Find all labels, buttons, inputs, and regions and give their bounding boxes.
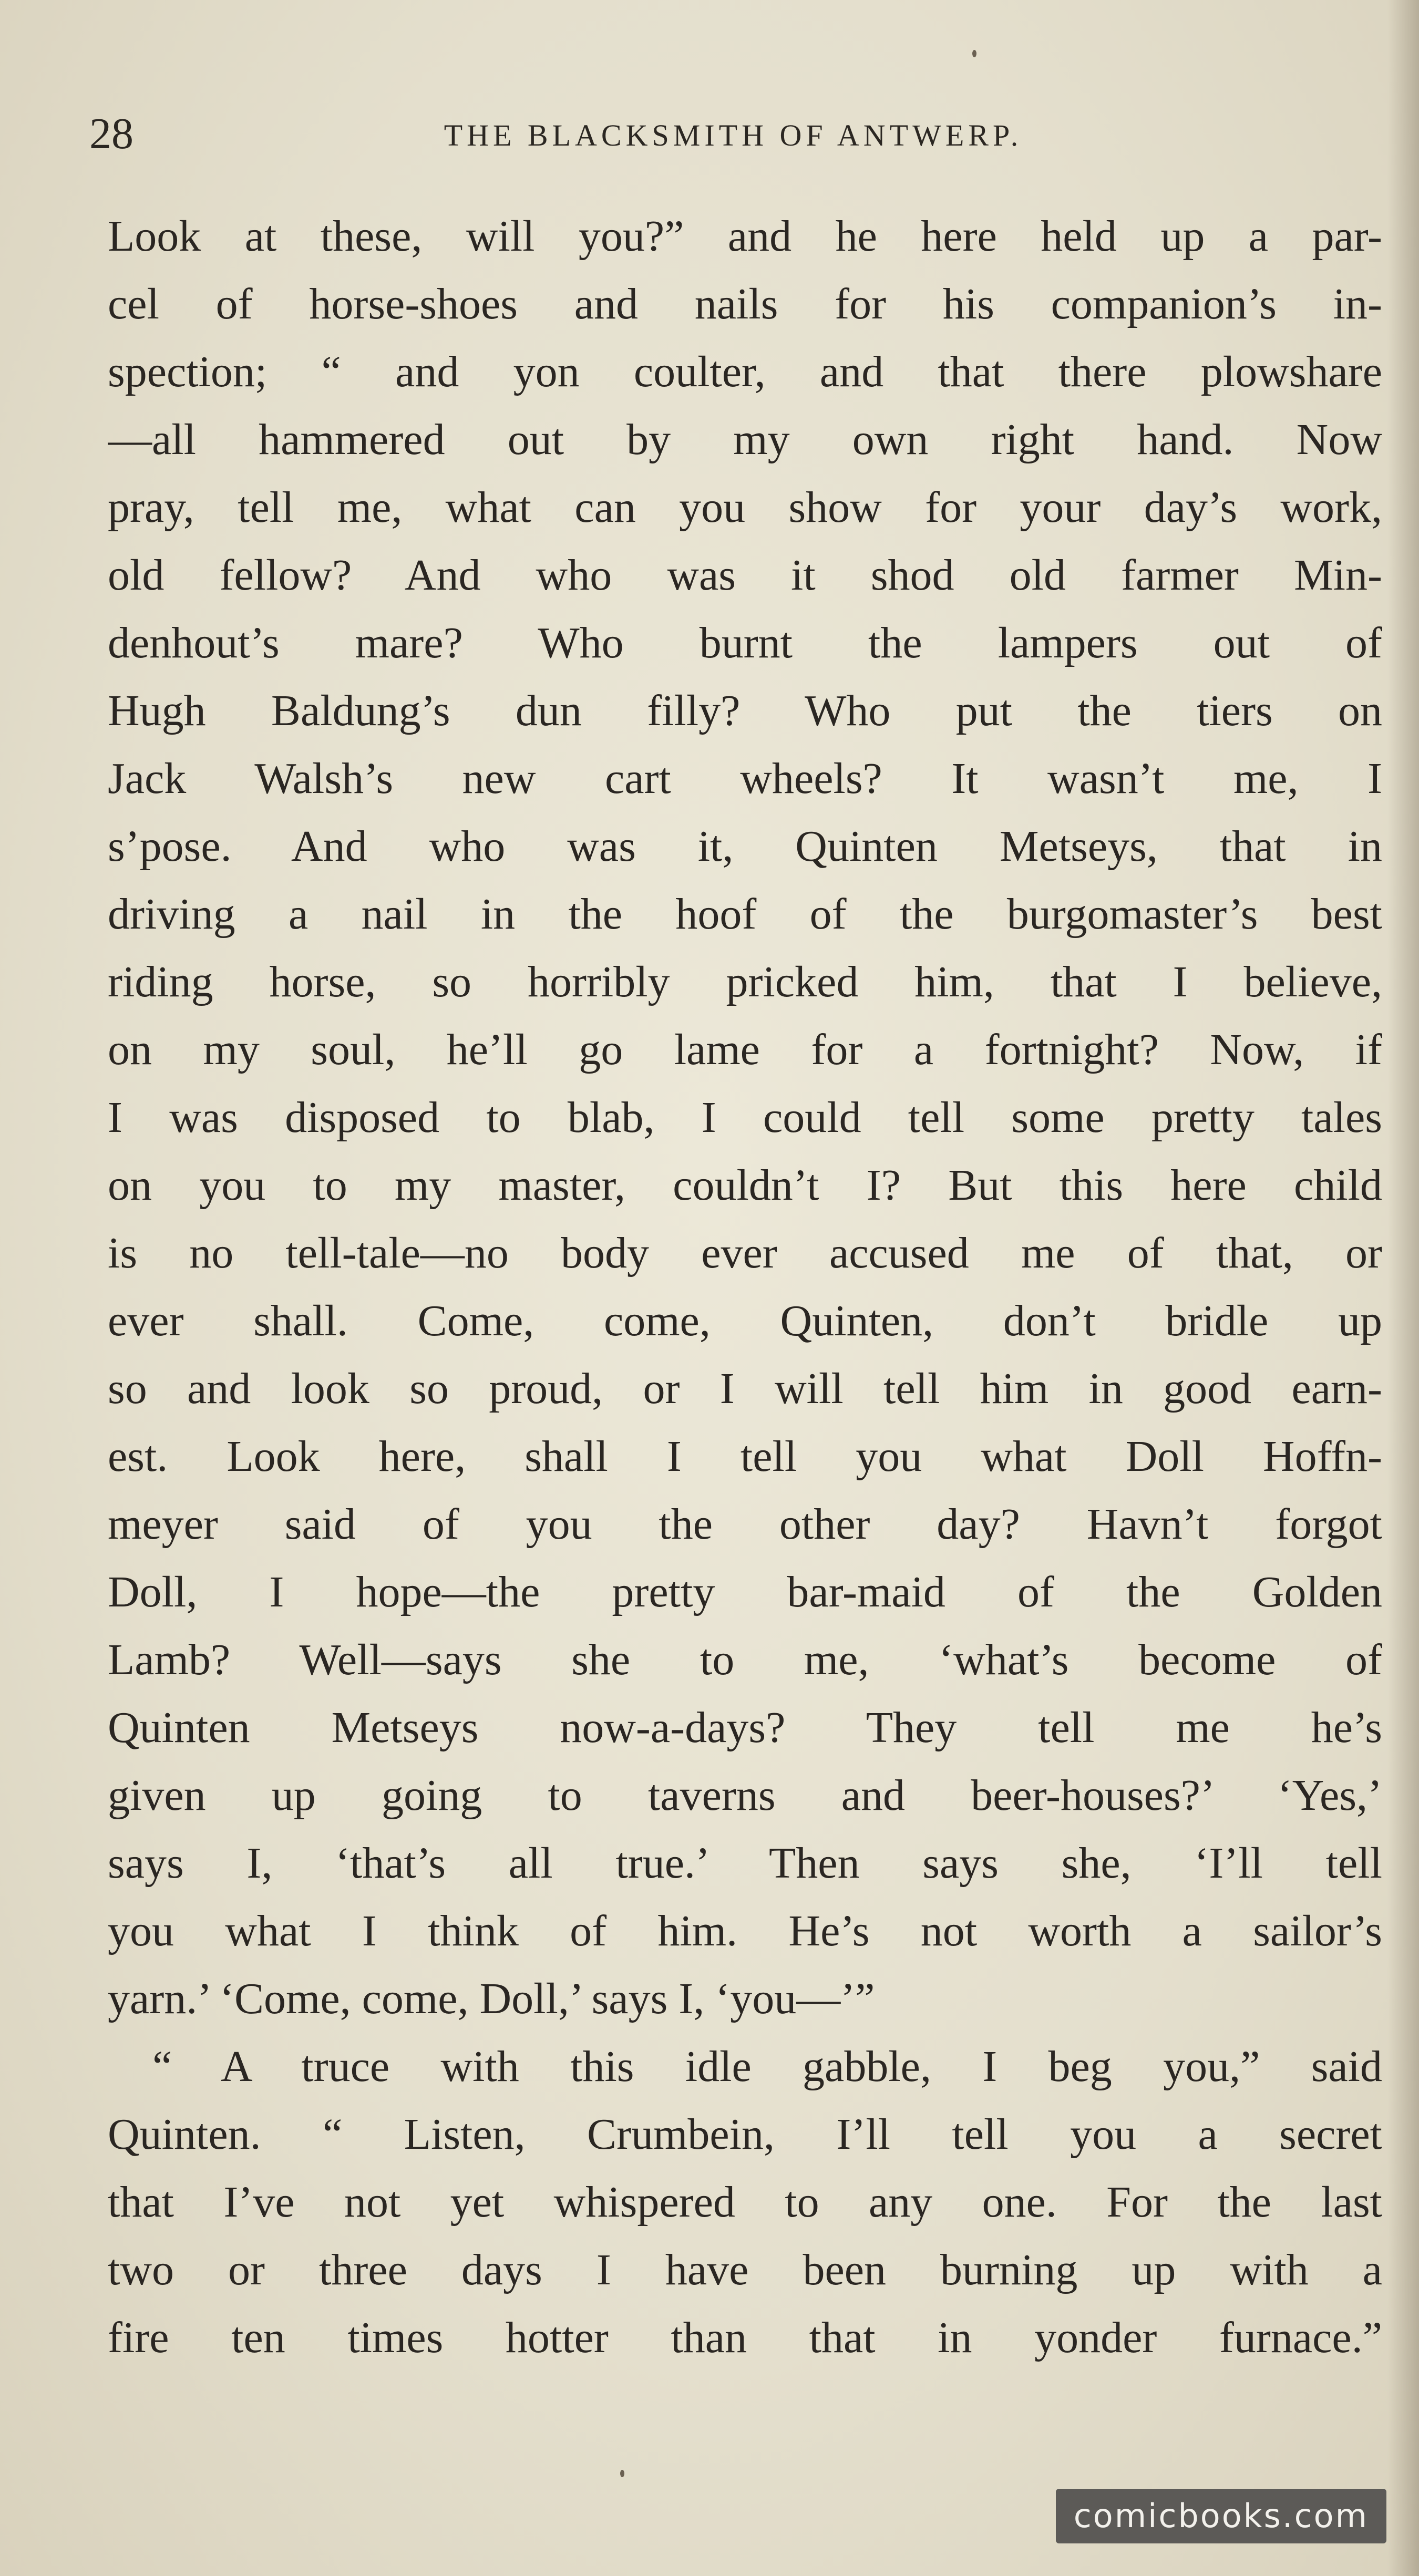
paragraph-end-line: yarn.’ ‘Come, come, Doll,’ says I, ‘you—’” [108,1974,875,2023]
paragraph-start-line: “ A truce with this idle gabble, I beg you,” said [152,2042,1382,2091]
text-line: —all hammered out by my own right hand. Now [108,415,1382,464]
text-line: meyer said of you the other day? Havn’t forgot [108,1500,1382,1549]
paper-speck [972,50,976,57]
page-number: 28 [89,109,133,158]
text-line: so and look so proud, or I will tell him in good earn- [108,1364,1382,1413]
text-line: cel of horse-shoes and nails for his companion’s in- [108,280,1382,328]
text-line: driving a nail in the hoof of the burgomaster’s best [108,890,1382,939]
text-line: that I’ve not yet whispered to any one. For the last [108,2178,1382,2227]
text-line: on my soul, he’ll go lame for a fortnight? Now, if [108,1025,1382,1074]
page-edge-shadow [1387,0,1419,2576]
text-line: s’pose. And who was it, Quinten Metseys, that in [108,822,1382,871]
text-line: says I, ‘that’s all true.’ Then says she, ‘I’ll tell [108,1839,1382,1888]
text-line: Doll, I hope—the pretty bar-maid of the Golden [108,1568,1382,1616]
text-line: Look at these, will you?” and he here held up a par- [108,212,1382,261]
text-line: two or three days I have been burning up with a [108,2245,1382,2294]
running-title: THE BLACKSMITH OF ANTWERP. [444,118,1023,152]
page-header [89,108,1377,160]
body-text [108,202,1382,2372]
watermark-badge: comicbooks.com [1056,2489,1386,2543]
text-line: Quinten Metseys now-a-days? They tell me he’s [108,1703,1382,1752]
text-line: spection; “ and yon coulter, and that there plowshare [108,347,1382,396]
text-line: you what I think of him. He’s not worth a sailor’s [108,1907,1382,1955]
text-line: on you to my master, couldn’t I? But this here child [108,1161,1382,1210]
text-line: ever shall. Come, come, Quinten, don’t bridle up [108,1296,1382,1345]
text-line: old fellow? And who was it shod old farmer Min- [108,551,1382,600]
text-line: Lamb? Well—says she to me, ‘what’s become of [108,1635,1382,1684]
text-line: pray, tell me, what can you show for your day’s work, [108,483,1382,532]
text-line: Jack Walsh’s new cart wheels? It wasn’t me, I [108,754,1382,803]
text-line: denhout’s mare? Who burnt the lampers out of [108,619,1382,667]
text-line: is no tell-tale—no body ever accused me of that, or [108,1229,1382,1277]
text-line: Hugh Baldung’s dun filly? Who put the tiers on [108,686,1382,735]
text-line: riding horse, so horribly pricked him, that I believe, [108,957,1382,1006]
text-line: I was disposed to blab, I could tell some pretty tales [108,1093,1382,1142]
text-line: est. Look here, shall I tell you what Doll Hoffn- [108,1432,1382,1481]
text-line: given up going to taverns and beer-houses?’ ‘Yes,’ [108,1771,1382,1820]
paper-speck [620,2470,624,2477]
text-line: Quinten. “ Listen, Crumbein, I’ll tell you a secret [108,2110,1382,2159]
text-line: fire ten times hotter than that in yonder furnace.” [108,2313,1382,2362]
